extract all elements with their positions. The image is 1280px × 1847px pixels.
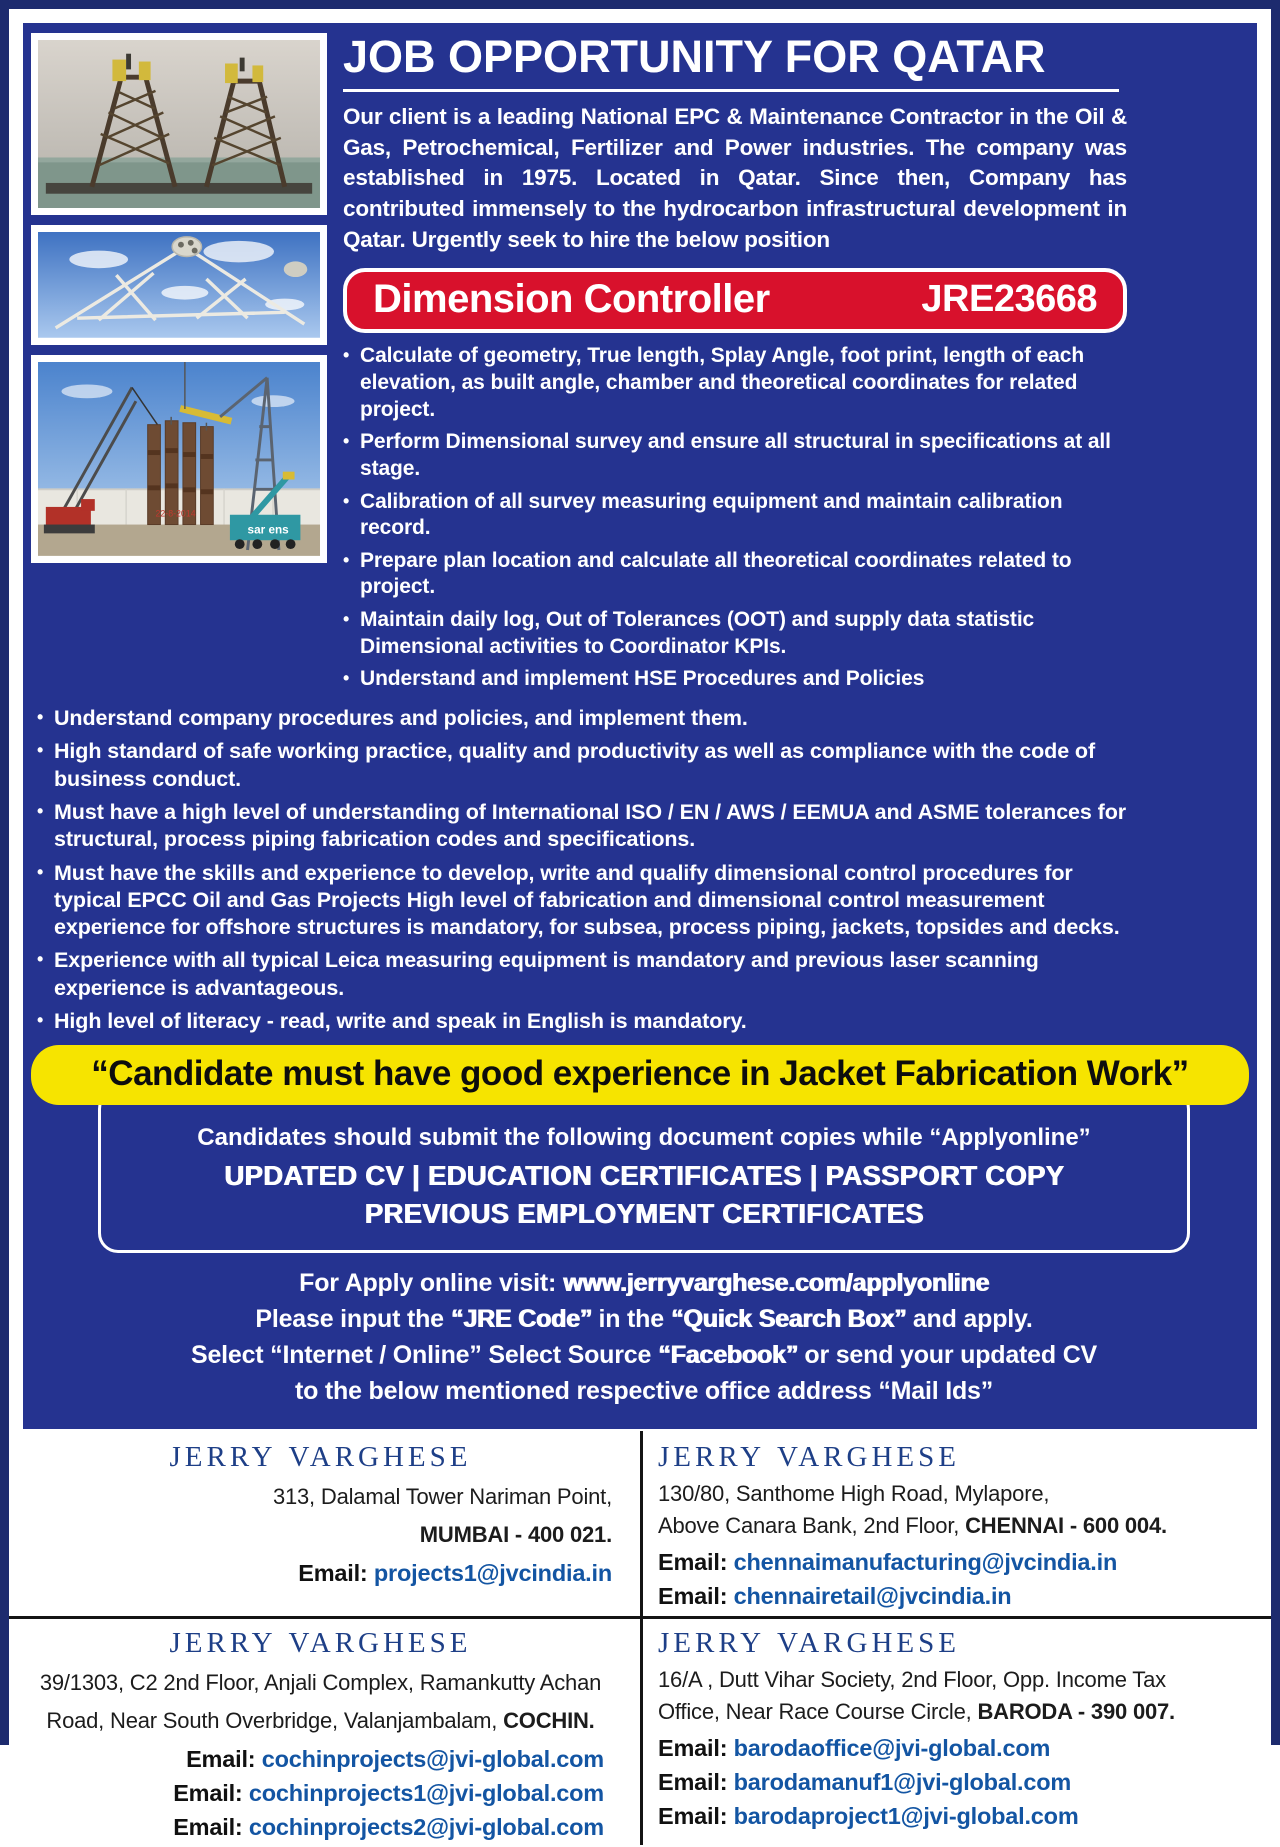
- bullet-text: Prepare plan location and calculate all theoretical coordinates related to project.: [360, 548, 1072, 599]
- company-intro: Our client is a leading National EPC & Maintenance Contractor in the Oil & Gas, Petrochemical, Fertilizer and Power industries. The company was established in 1975. Located in Qatar. Since then, Company has contributed immensely to the hydrocarbon infrastructural development in Qatar. Urgently seek to hire the below position: [343, 104, 1127, 252]
- emphasized-text: www.jerryvarghese.com/applyonline: [562, 1269, 989, 1298]
- emphasized-text: “Quick Search Box”: [670, 1305, 907, 1334]
- bullet-icon: •: [343, 549, 350, 570]
- email-label: Email:: [186, 1745, 262, 1772]
- bullet-icon: •: [37, 1010, 44, 1031]
- email-address: barodaproject1@jvi-global.com: [733, 1802, 1079, 1829]
- bullet-icon: •: [343, 609, 350, 630]
- emphasized-text: BARODA - 390 007.: [977, 1699, 1175, 1725]
- text-segment: to the below mentioned respective office address “Mail Ids”: [294, 1377, 994, 1406]
- position-banner: [343, 268, 1127, 333]
- documents-list-line-2: PREVIOUS EMPLOYMENT CERTIFICATES: [364, 1198, 924, 1230]
- bullet-text: Calculate of geometry, True length, Splay Angle, foot print, length of each elevation, as built angle, chamber and theoretical coordinates for related project.: [360, 344, 1085, 421]
- email-address: chennairetail@jvcindia.in: [733, 1583, 1012, 1610]
- bullet-item: [37, 947, 1129, 1002]
- bullet-text: Perform Dimensional survey and ensure all structural in specifications at all stage.: [360, 430, 1111, 480]
- bullet-text: Understand company procedures and policies, and implement them.: [54, 706, 748, 731]
- email-label: Email:: [658, 1802, 734, 1829]
- office-emails: [658, 1549, 1249, 1610]
- email-label: Email:: [658, 1734, 734, 1761]
- email-label: Email:: [658, 1583, 734, 1610]
- office-email: [29, 1780, 604, 1807]
- photo-jacket-structure-sky-image: [38, 232, 320, 338]
- apply-instruction-line: [61, 1267, 1227, 1300]
- office-card-chennai: [640, 1433, 1271, 1619]
- emphasized-text: “JRE Code”: [450, 1305, 592, 1334]
- bullet-text: Experience with all typical Leica measuring equipment is mandatory and previous laser scanning experience is advantageous.: [54, 948, 1039, 1000]
- bullet-item: [343, 607, 1127, 660]
- brand-logo: [658, 1627, 1249, 1660]
- position-title: Dimension Controller: [373, 277, 770, 322]
- office-emails: [658, 1735, 1249, 1830]
- emphasized-text: COCHIN.: [503, 1707, 595, 1733]
- photo-fabrication-yard-cranes-image: [38, 362, 320, 556]
- brand-word-2: VARGHESE: [288, 1441, 472, 1474]
- requirements-section: [37, 705, 1129, 1035]
- bullet-item: [343, 666, 1127, 693]
- brand-logo: [29, 1441, 612, 1474]
- office-address-line: [29, 1664, 612, 1701]
- office-address: [29, 1664, 612, 1739]
- photo-jacket-structure-sky: [31, 225, 327, 345]
- bullet-text: High level of literacy - read, write and speak in English is mandatory.: [54, 1009, 747, 1034]
- documents-instruction: Candidates should submit the following document copies while “Applyonline”: [197, 1124, 1091, 1152]
- office-card-mumbai: [9, 1433, 640, 1619]
- highlight-banner: “Candidate must have good experience in Jacket Fabrication Work”: [31, 1045, 1249, 1105]
- bullet-item: [37, 705, 1129, 732]
- text-segment: 130/80, Santhome High Road, Mylapore,: [658, 1481, 1050, 1507]
- poster-title: JOB OPPORTUNITY FOR QATAR: [343, 31, 1046, 82]
- email-address: projects1@jvcindia.in: [373, 1560, 612, 1587]
- text-segment: For Apply online visit:: [299, 1269, 563, 1298]
- text-segment: or send your updated CV: [797, 1341, 1098, 1370]
- email-label: Email:: [658, 1768, 734, 1795]
- brand-word-1: JERRY: [658, 1441, 766, 1474]
- text-segment: Please input the: [255, 1305, 451, 1334]
- office-email: [658, 1803, 1249, 1830]
- bullet-icon: •: [343, 490, 350, 511]
- office-address-line: [658, 1664, 1249, 1696]
- svg-text:22-8-2014: 22-8-2014: [155, 508, 196, 519]
- text-segment: Above Canara Bank, 2nd Floor,: [658, 1513, 966, 1539]
- footer-vertical-divider: [640, 1431, 643, 1845]
- bullet-icon: •: [343, 345, 350, 366]
- bullet-icon: •: [37, 740, 44, 761]
- bullet-item: [343, 548, 1127, 601]
- email-address: cochinprojects2@jvi-global.com: [248, 1813, 604, 1840]
- text-segment: 313, Dalamal Tower Nariman Point,: [272, 1484, 612, 1510]
- emphasized-text: MUMBAI - 400 021.: [419, 1521, 612, 1547]
- office-address: [29, 1478, 612, 1553]
- text-segment: in the: [591, 1305, 671, 1334]
- brand-word-2: VARGHESE: [777, 1627, 960, 1660]
- bullet-icon: •: [343, 668, 350, 689]
- apply-instruction-line: [61, 1303, 1227, 1336]
- svg-text:sar ens: sar ens: [247, 523, 289, 537]
- office-email: [658, 1769, 1249, 1796]
- bullet-item: [37, 738, 1129, 793]
- documents-box: [98, 1089, 1190, 1253]
- brand-word-2: VARGHESE: [288, 1627, 472, 1660]
- offices-footer: [9, 1429, 1271, 1847]
- office-emails: [29, 1560, 612, 1587]
- text-segment: 39/1303, C2 2nd Floor, Anjali Complex, Ramankutty Achan: [39, 1670, 602, 1696]
- bullet-icon: •: [37, 861, 44, 882]
- office-address-line: [29, 1516, 612, 1553]
- bullet-item: [343, 343, 1127, 423]
- photo-jackets-on-barge-image: [38, 40, 320, 208]
- photo-jackets-on-barge: [31, 33, 327, 215]
- office-email: [658, 1583, 1249, 1610]
- email-label: Email:: [173, 1779, 249, 1806]
- office-card-baroda: [640, 1619, 1271, 1847]
- top-row: [31, 31, 1257, 699]
- bullet-text: Understand and implement HSE Procedures and Policies: [360, 667, 925, 691]
- documents-list-line: UPDATED CV | EDUCATION CERTIFICATES | PASSPORT COPY: [224, 1160, 1064, 1192]
- brand-word-1: JERRY: [658, 1627, 766, 1660]
- bullet-text: High standard of safe working practice, quality and productivity as well as compliance with the code of business conduct.: [54, 739, 1096, 791]
- bullet-icon: •: [343, 431, 350, 452]
- text-segment: Select “Internet / Online” Select Source: [190, 1341, 658, 1370]
- bullet-item: [343, 429, 1127, 482]
- office-email: [658, 1549, 1249, 1576]
- apply-instruction-line: [61, 1339, 1227, 1372]
- bullet-item: [343, 489, 1127, 542]
- bullet-text: Maintain daily log, Out of Tolerances (OOT) and supply data statistic Dimensional activities to Coordinator KPIs.: [360, 608, 1035, 658]
- text-segment: Road, Near South Overbridge, Valanjambalam,: [46, 1707, 504, 1733]
- office-email: [29, 1814, 604, 1841]
- requirements-list: [37, 705, 1129, 1035]
- bullet-item: [37, 1008, 1129, 1035]
- email-label: Email:: [658, 1549, 734, 1576]
- brand-word-1: JERRY: [169, 1627, 277, 1660]
- photos-column: [31, 31, 327, 699]
- bullet-text: Calibration of all survey measuring equipment and maintain calibration record.: [360, 489, 1063, 540]
- email-address: chennaimanufacturing@jvcindia.in: [733, 1549, 1118, 1576]
- office-email: [29, 1746, 604, 1773]
- office-address-line: [29, 1478, 612, 1515]
- office-address-line: [29, 1702, 612, 1739]
- office-address-line: [658, 1696, 1249, 1728]
- bullet-icon: •: [37, 800, 44, 821]
- email-address: barodaoffice@jvi-global.com: [733, 1734, 1051, 1761]
- text-segment: 16/A , Dutt Vihar Society, 2nd Floor, Opp. Income Tax: [658, 1667, 1166, 1693]
- brand-logo: [29, 1627, 612, 1660]
- email-label: Email:: [298, 1560, 374, 1587]
- photo-fabrication-yard-cranes: [31, 355, 327, 563]
- email-address: cochinprojects@jvi-global.com: [261, 1745, 604, 1772]
- bullet-icon: •: [37, 949, 44, 970]
- office-card-cochin: [9, 1619, 640, 1847]
- office-email: [29, 1560, 612, 1587]
- emphasized-text: CHENNAI - 600 004.: [965, 1513, 1167, 1539]
- position-code: JRE23668: [921, 278, 1097, 321]
- bullet-item: [37, 860, 1129, 942]
- text-segment: Office, Near Race Course Circle,: [658, 1699, 978, 1725]
- bullet-text: Must have a high level of understanding of International ISO / EN / AWS / EEMUA and ASME tolerances for structural, process piping fabrication codes and specifications.: [54, 799, 1127, 852]
- email-address: cochinprojects1@jvi-global.com: [248, 1779, 604, 1806]
- office-email: [658, 1735, 1249, 1762]
- brand-word-1: JERRY: [169, 1441, 277, 1474]
- text-segment: and apply.: [906, 1305, 1033, 1334]
- title-underline: [343, 89, 1119, 92]
- brand-word-2: VARGHESE: [777, 1441, 960, 1474]
- office-address-line: [658, 1510, 1249, 1542]
- office-address: [658, 1664, 1249, 1728]
- poster-body: [9, 9, 1271, 1429]
- bullet-icon: •: [37, 707, 44, 728]
- right-column: [343, 31, 1127, 699]
- bullet-item: [37, 799, 1129, 854]
- bullet-text: Must have the skills and experience to develop, write and qualify dimensional control procedures for typical EPCC Oil and Gas Projects High level of fabrication and dimensional control measurement experience for offshore structures is mandatory, for subsea, process piping, jackets, topsides and decks.: [54, 860, 1120, 940]
- emphasized-text: “Facebook”: [657, 1341, 798, 1370]
- blue-panel: [23, 23, 1257, 1429]
- email-address: barodamanuf1@jvi-global.com: [733, 1768, 1072, 1795]
- apply-instruction-line: [61, 1375, 1227, 1408]
- office-address: [658, 1478, 1249, 1542]
- apply-instructions: [31, 1253, 1257, 1415]
- office-address-line: [658, 1478, 1249, 1510]
- email-label: Email:: [173, 1813, 249, 1840]
- brand-logo: [658, 1441, 1249, 1474]
- duties-list: [343, 343, 1127, 693]
- office-emails: [29, 1746, 612, 1841]
